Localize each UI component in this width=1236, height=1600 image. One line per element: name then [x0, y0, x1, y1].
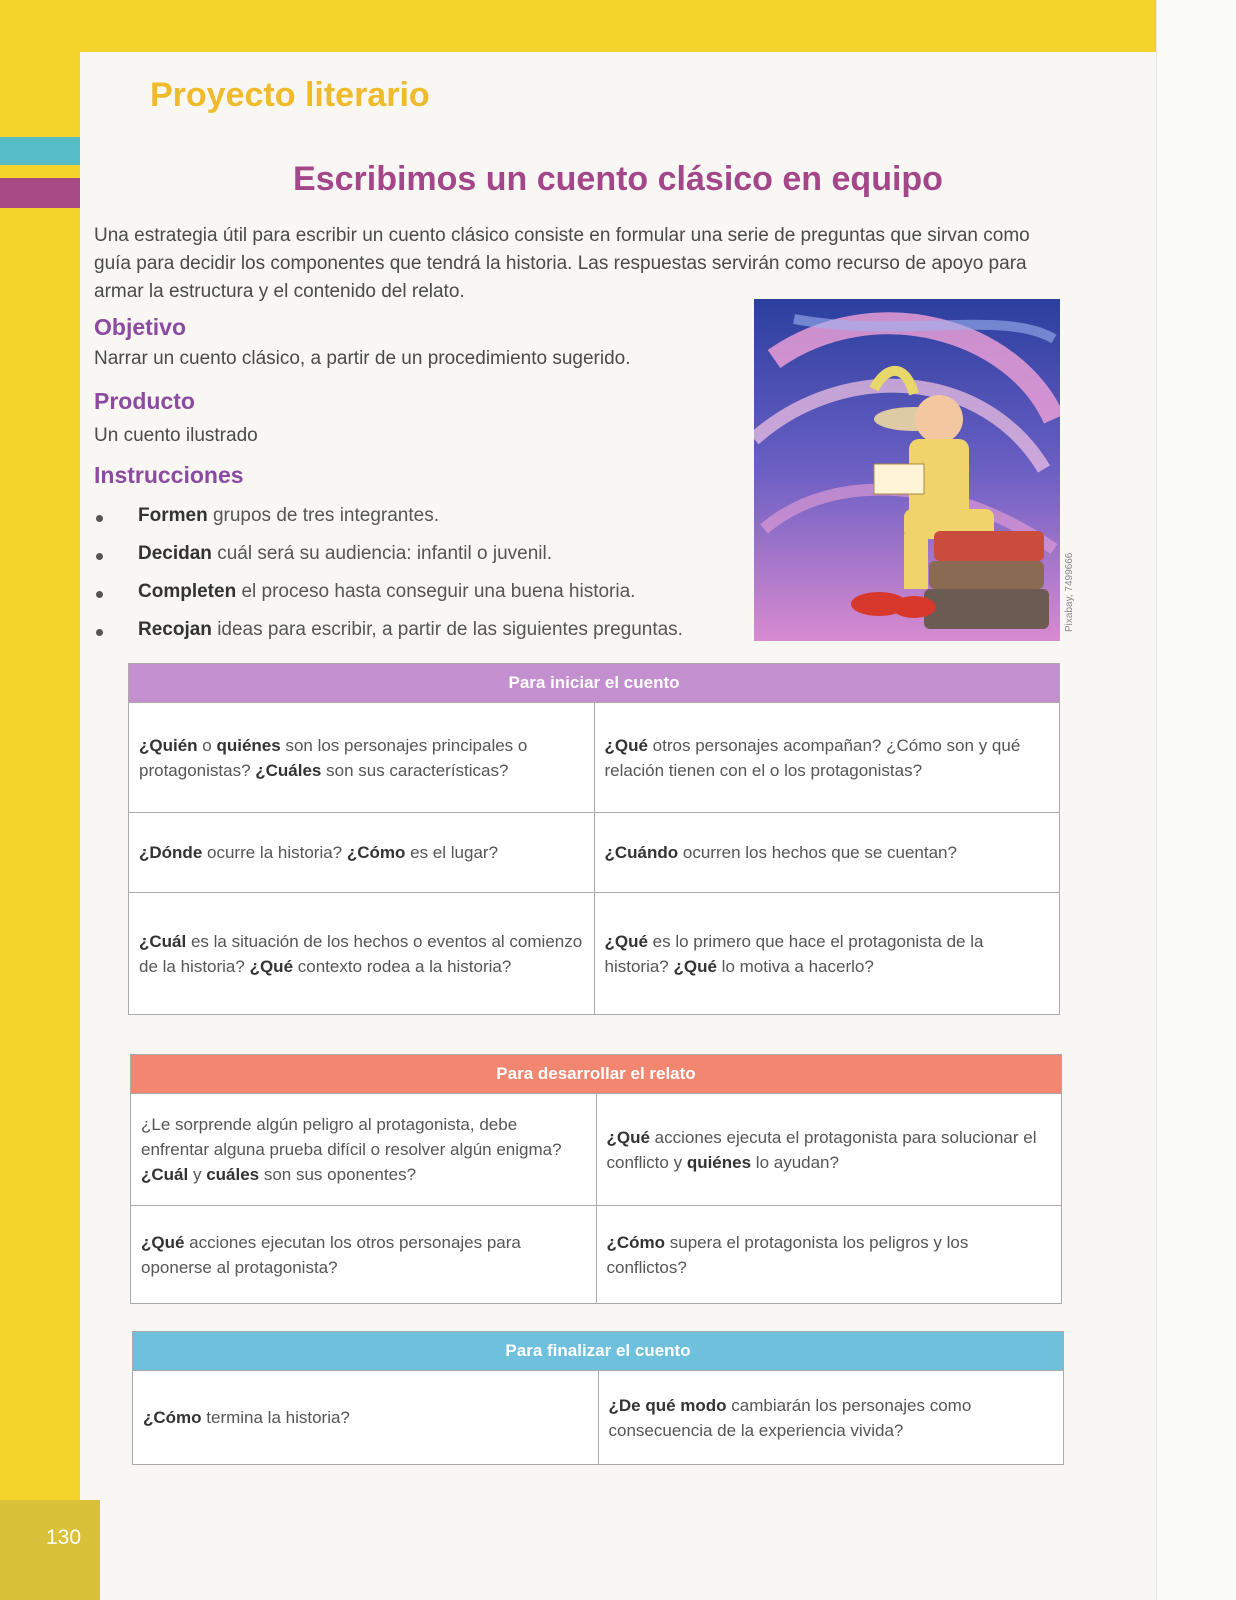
- producto-text: Un cuento ilustrado: [94, 425, 258, 446]
- instruction-verb: Recojan: [138, 619, 212, 640]
- objetivo-heading: Objetivo: [94, 314, 187, 340]
- page-number: 130: [46, 1526, 82, 1549]
- table-cell: ¿Quién o quiénes son los personajes principales o protagonistas? ¿Cuáles son sus características?: [129, 703, 595, 813]
- table-row: [131, 1094, 1062, 1206]
- instruction-verb: Completen: [138, 581, 237, 602]
- table-desarrollar: [130, 1054, 1062, 1304]
- table-header: Para iniciar el cuento: [129, 664, 1060, 703]
- list-item: [94, 581, 734, 619]
- instrucciones-heading: Instrucciones: [94, 462, 244, 488]
- table-header: Para desarrollar el relato: [131, 1055, 1062, 1094]
- table-cell: ¿De qué modo cambiarán los personajes como consecuencia de la experiencia vivida?: [598, 1371, 1064, 1465]
- bullet-icon: [96, 591, 103, 598]
- table-cell: ¿Qué acciones ejecutan los otros personajes para oponerse al protagonista?: [131, 1206, 597, 1304]
- image-credit: Pixabay, 7499666: [1064, 552, 1075, 632]
- table-row: [129, 893, 1060, 1015]
- table-cell: ¿Le sorprende algún peligro al protagonista, debe enfrentar alguna prueba difícil o resolver algún enigma? ¿Cuál y cuáles son sus oponentes?: [131, 1094, 597, 1206]
- table-row: [129, 703, 1060, 813]
- bullet-icon: [96, 629, 103, 636]
- table-header: Para finalizar el cuento: [133, 1332, 1064, 1371]
- table-cell: ¿Cuándo ocurren los hechos que se cuentan?: [594, 813, 1060, 893]
- magenta-stripe: [0, 178, 80, 208]
- table-iniciar: [128, 663, 1060, 1015]
- instruction-verb: Formen: [138, 505, 208, 526]
- list-item: [94, 543, 734, 581]
- list-item: [94, 619, 734, 657]
- instruction-text: cuál será su audiencia: infantil o juvenil.: [211, 543, 553, 564]
- bullet-icon: [96, 553, 103, 560]
- instruction-verb: Decidan: [138, 543, 212, 564]
- table-cell: ¿Cómo supera el protagonista los peligros y los conflictos?: [596, 1206, 1062, 1304]
- list-item: [94, 505, 734, 543]
- table-cell: ¿Qué otros personajes acompañan? ¿Cómo son y qué relación tienen con el o los protagonistas?: [594, 703, 1060, 813]
- table-cell: ¿Qué es lo primero que hace el protagonista de la historia? ¿Qué lo motiva a hacerlo?: [594, 893, 1060, 1015]
- left-yellow-band: [0, 118, 85, 1600]
- section-title: Proyecto literario: [150, 76, 430, 114]
- bullet-icon: [96, 515, 103, 522]
- instructions-list: [94, 505, 734, 657]
- objetivo-text: Narrar un cuento clásico, a partir de un procedimiento sugerido.: [94, 348, 631, 369]
- table-cell: ¿Cómo termina la historia?: [133, 1371, 599, 1465]
- table-cell: ¿Cuál es la situación de los hechos o eventos al comienzo de la historia? ¿Qué contexto rodea a la historia?: [129, 893, 595, 1015]
- table-row: [129, 813, 1060, 893]
- reader-illustration: [754, 299, 1060, 641]
- right-page-edge: [1156, 0, 1236, 1600]
- table-cell: ¿Qué acciones ejecuta el protagonista para solucionar el conflicto y quiénes lo ayudan?: [596, 1094, 1062, 1206]
- instruction-text: el proceso hasta conseguir una buena historia.: [236, 581, 636, 602]
- instruction-text: ideas para escribir, a partir de las siguientes preguntas.: [211, 619, 683, 640]
- instruction-text: grupos de tres integrantes.: [207, 505, 439, 526]
- table-row: [131, 1206, 1062, 1304]
- page-number-box: [0, 1500, 100, 1600]
- table-cell: ¿Dónde ocurre la historia? ¿Cómo es el lugar?: [129, 813, 595, 893]
- page-title: Escribimos un cuento clásico en equipo: [293, 160, 943, 198]
- table-row: [133, 1371, 1064, 1465]
- cyan-stripe: [0, 137, 80, 165]
- intro-paragraph: Una estrategia útil para escribir un cuento clásico consiste en formular una serie de preguntas que sirvan como guía para decidir los componentes que tendrá la historia. Las respuestas servirán como recurso de apoyo para armar la estructura y el contenido del relato.: [94, 225, 1030, 302]
- table-finalizar: [132, 1331, 1064, 1465]
- producto-heading: Producto: [94, 388, 195, 414]
